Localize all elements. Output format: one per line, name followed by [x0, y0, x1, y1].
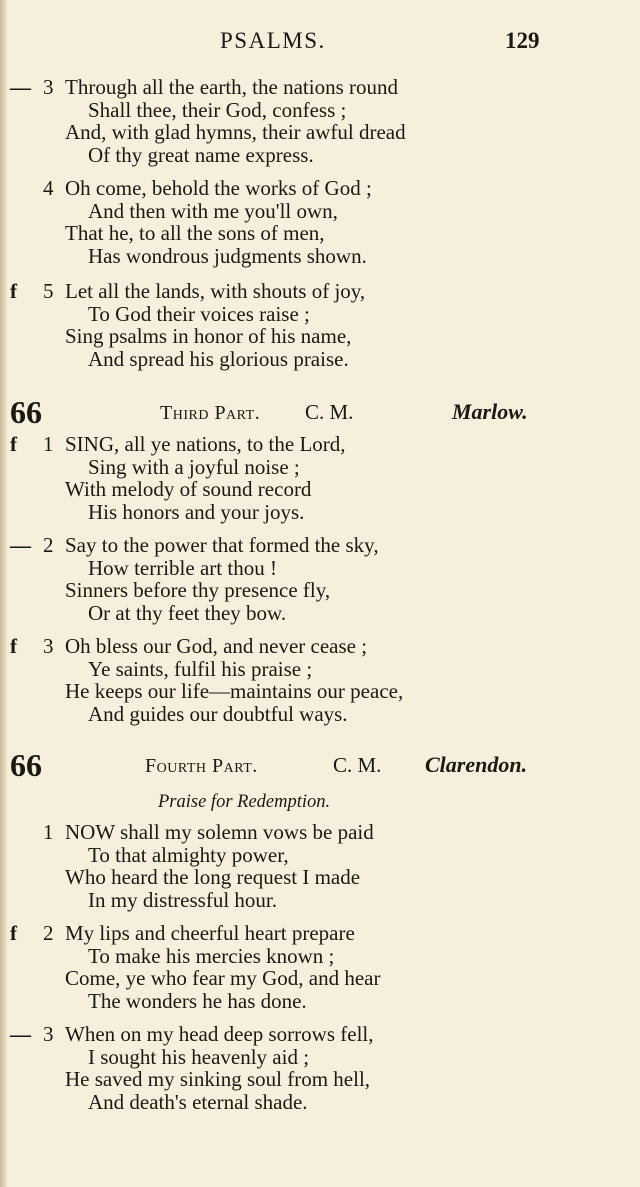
dynamic-mark: f [10, 634, 17, 658]
stanza-number: 5 [43, 279, 54, 303]
part-title: Third Part. [160, 402, 261, 424]
verse-line: He saved my sinking soul from hell, [65, 1067, 371, 1091]
verse-line: He keeps our life—maintains our peace, [65, 679, 404, 703]
verse-line: And then with me you'll own, [88, 198, 338, 223]
dynamic-mark: — [10, 75, 31, 99]
meter: C. M. [305, 400, 354, 424]
stanza [0, 1023, 640, 1113]
part-title: Fourth Part. [145, 755, 258, 777]
verse-line: I sought his heavenly aid ; [88, 1044, 310, 1069]
stanza-number: 3 [43, 75, 54, 99]
dynamic-mark: f [10, 279, 17, 303]
verse-line: The wonders he has done. [88, 988, 307, 1013]
verse-line: SING, all ye nations, to the Lord, [65, 432, 346, 456]
stanza-number: 1 [43, 432, 54, 456]
tune-name: Clarendon. [425, 752, 528, 777]
stanza [0, 534, 640, 624]
verse-line: Say to the power that formed the sky, [65, 533, 379, 557]
verse-line: Sing psalms in honor of his name, [65, 324, 352, 348]
verse-line: When on my head deep sorrows fell, [65, 1022, 374, 1046]
verse-line: Shall thee, their God, confess ; [88, 97, 347, 122]
hymn-subtitle: Praise for Redemption. [158, 792, 331, 812]
stanza-number: 4 [43, 176, 54, 200]
running-title: PSALMS. [220, 28, 326, 53]
stanza-number: 3 [43, 634, 54, 658]
verse-line: And spread his glorious praise. [88, 346, 349, 371]
stanza [0, 922, 640, 1012]
verse-line: To make his mercies known ; [88, 943, 335, 968]
verse-line: To God their voices raise ; [88, 301, 310, 326]
dynamic-mark: f [10, 921, 17, 945]
hymn-number: 66 [10, 394, 42, 430]
verse-line: And, with glad hymns, their awful dread [65, 120, 406, 144]
stanza-number: 1 [43, 820, 54, 844]
verse-line: Of thy great name express. [88, 142, 314, 167]
verse-line: Let all the lands, with shouts of joy, [65, 279, 366, 303]
verse-line: That he, to all the sons of men, [65, 221, 325, 245]
dynamic-mark: — [10, 533, 31, 557]
verse-line: Come, ye who fear my God, and hear [65, 966, 381, 990]
stanza-number: 2 [43, 921, 54, 945]
stanza-number: 2 [43, 533, 54, 557]
dynamic-mark: f [10, 432, 17, 456]
verse-line: My lips and cheerful heart prepare [65, 921, 355, 945]
hymn-number: 66 [10, 747, 42, 783]
dynamic-mark: — [10, 1022, 31, 1046]
tune-name: Marlow. [452, 399, 528, 424]
verse-line: His honors and your joys. [88, 499, 305, 524]
hymn-heading [0, 747, 640, 781]
verse-line: Through all the earth, the nations round [65, 75, 398, 99]
verse-line: With melody of sound record [65, 477, 312, 501]
verse-line: Ye saints, fulfil his praise ; [88, 656, 313, 681]
stanza [0, 635, 640, 725]
verse-line: Or at thy feet they bow. [88, 600, 287, 625]
verse-line: Sing with a joyful noise ; [88, 454, 300, 479]
verse-line: Has wondrous judgments shown. [88, 243, 367, 268]
verse-line: And guides our doubtful ways. [88, 701, 348, 726]
verse-line: Oh come, behold the works of God ; [65, 176, 372, 200]
verse-line: To that almighty power, [88, 842, 289, 867]
verse-line: In my distressful hour. [88, 887, 277, 912]
stanza [0, 433, 640, 523]
page-number: 129 [505, 28, 540, 53]
verse-line: Sinners before thy presence fly, [65, 578, 331, 602]
verse-line: And death's eternal shade. [88, 1089, 308, 1114]
stanza-number: 3 [43, 1022, 54, 1046]
verse-line: Oh bless our God, and never cease ; [65, 634, 368, 658]
stanza [0, 177, 640, 267]
verse-line: NOW shall my solemn vows be paid [65, 820, 374, 844]
meter: C. M. [333, 753, 382, 777]
stanza [0, 821, 640, 911]
stanza [0, 280, 640, 370]
stanza [0, 76, 640, 166]
verse-line: How terrible art thou ! [88, 555, 277, 580]
page-header [0, 28, 640, 58]
verse-line: Who heard the long request I made [65, 865, 361, 889]
hymn-heading [0, 394, 640, 428]
